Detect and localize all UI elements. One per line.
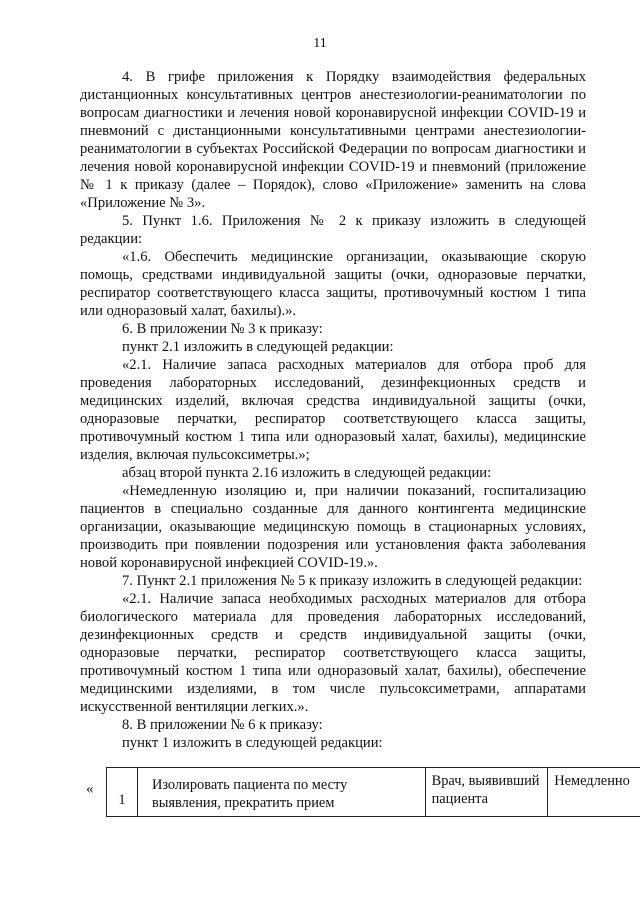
table-cell-deadline: Немедленно xyxy=(548,768,640,817)
paragraph-item-8: 8. В приложении № 6 к приказу: xyxy=(122,717,323,733)
paragraph-point-1-intro: пункт 1 изложить в следующей редакции: xyxy=(122,735,383,751)
paragraph-item-4: 4. В грифе приложения к Порядку взаимодействия федеральных дистанционных консультативных центров анестезиологии-реаниматологии по вопросам диагностики и лечения новой коронавирусной инфекции COVID-19 и пневмоний с дистанционными консультативными центрами анестезиологии-реаниматологии в субъектах Российской Федерации по вопросам диагностики и лечения новой коронавирусной инфекции COVID-19 и пневмоний (приложение № 1 к приказу (далее – Порядок), слово «Приложение» заменить на слова «Приложение № 3». xyxy=(80,69,586,211)
table-row xyxy=(107,768,640,817)
paragraph-item-5: 5. Пункт 1.6. Приложения № 2 к приказу изложить в следующей редакции: xyxy=(80,213,586,247)
table-wrapper xyxy=(80,767,630,833)
actions-table xyxy=(106,767,640,817)
table-cell-action: Изолировать пациента по месту выявления, прекратить прием xyxy=(137,768,425,817)
table-open-quote: « xyxy=(86,781,94,797)
paragraph-item-7: 7. Пункт 2.1 приложения № 5 к приказу изложить в следующей редакции: xyxy=(122,573,583,589)
paragraph-point-2-1-intro: пункт 2.1 изложить в следующей редакции: xyxy=(122,339,394,355)
table-cell-responsible: Врач, выявивший пациента xyxy=(425,768,548,817)
table-cell-number: 1 xyxy=(107,768,138,817)
paragraph-quote-2-1: «2.1. Наличие запаса расходных материалов для отбора проб для проведения лабораторных исследований, дезинфекционных средств и медицинских изделий, включая средства индивидуальной защиты (очки, одноразовые перчатки, респиратор соответствующего класса защиты, противочумный костюм 1 типа или одноразовый халат, бахилы), медицинские изделия, включая пульсоксиметры.»; xyxy=(80,357,586,463)
paragraph-quote-2-1-app5: «2.1. Наличие запаса необходимых расходных материалов для отбора биологического материала для проведения лабораторных исследований, дезинфекционных средств и средств индивидуальной защиты (очки, одноразовые перчатки, респиратор соответствующего класса защиты, противочумный костюм 1 типа или одноразовый халат, бахилы), обеспечение медицинскими изделиями, в том числе пульсоксиметрами, аппаратами искусственной вентиляции легких.». xyxy=(80,591,586,715)
paragraph-2-16-intro: абзац второй пункта 2.16 изложить в следующей редакции: xyxy=(122,465,492,481)
paragraph-quote-isolation: «Немедленную изоляцию и, при наличии показаний, госпитализацию пациентов в специально созданные для данного контингента медицинские организации, оказывающие медицинскую помощь в стационарных условиях, производить при появлении подозрения или установления факта заболевания новой коронавирусной инфекцией COVID-19.». xyxy=(80,483,586,571)
paragraph-item-6: 6. В приложении № 3 к приказу: xyxy=(122,321,323,337)
page-number: 11 xyxy=(313,36,327,51)
body-text xyxy=(80,68,586,752)
paragraph-quote-1-6: «1.6. Обеспечить медицинские организации, оказывающие скорую помощь, средствами индивидуальной защиты (очки, одноразовые перчатки, респиратор соответствующего класса защиты, противочумный костюм 1 типа или одноразовый халат, бахилы).». xyxy=(80,249,586,319)
